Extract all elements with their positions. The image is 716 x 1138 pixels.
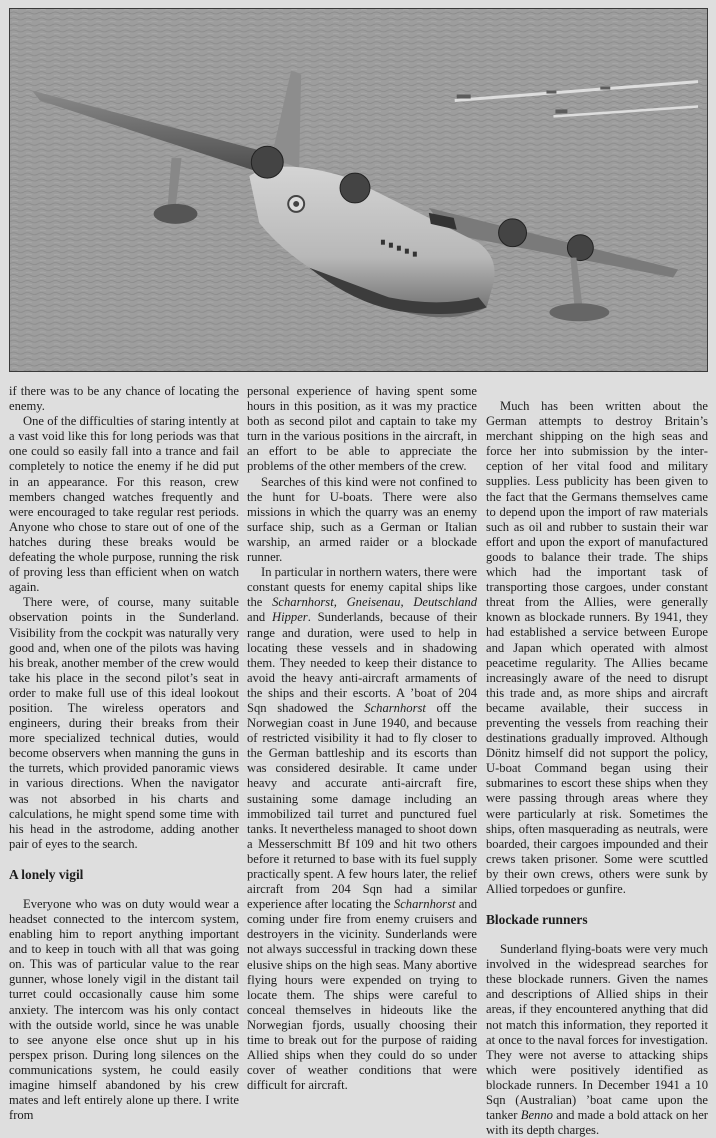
paragraph: personal experience of having spent some hours in this position, as it was my practice both as second pilot and captain to take my turn in the various positions in the aircraft, in an effort to be able to appreciate the problems of the other members of the crew. [247,384,477,474]
aircraft-photo [9,8,708,372]
ship-names: Scharnhorst, Gneisenau, Deutschland [272,595,477,610]
text-run: and made a bold attack on her with its depth charges. [486,1108,708,1138]
text-run: and coming under fire from enemy cruisers and destroyers in the vicinity. Sunderlands were not always successful in tracking down these elusive ships on the high seas. Many abortive flying hours were expended on trying to locate them. The ships were careful to conceal themselves in hideouts like the Norwegian fjords, usually choosing their time to break out for the purpose of raiding Allied ships when they could do so under cover of weather conditions that were difficult for aircraft. [247,897,477,1093]
paragraph: Everyone who was on duty would wear a headset connected to the intercom system, enabling him to report anything important and to keep in touch with all that was going on. This was of particular value to the rear gunner, whose lonely vigil in the distant tail turret could occasionally cause him some anxiety. The intercom was his only contact with the outside world, since he was unable to see anyone else once shut up in his perspex prison. During long silences on the communications system, he could easily imagine himself abandoned by his crew mates and left entirely alone up there. I write from [9,896,239,1123]
sunderland-flying-boat-illustration [10,9,707,371]
text-run: . Sunderlands, because of their range and duration, were used to help in locating these vessels and in shadowing them. They needed to keep their distance to avoid the heavy anti-aircraft armaments of the ships and their escorts. A ’boat of 204 Sqn shadowed the [247,610,477,715]
text-run: Sunderland flying-boats were very much involved in the widespread searches for these blockade runners. Given the names and descriptions of Allied ships in their areas, if they encountered anything that did not match this information, they reported it at once to the naval forces for investigation. They were not averse to attacking ships which were positively identified as blockade runners. In December 1941 a 10 Sqn (Australian) ’boat came upon the tanker [486,942,708,1123]
paragraph: There were, of course, many suitable observation points in the Sunderland. Visibility from the cockpit was naturally very good and, when one of the pilots was having his break, another member of the crew would take his place in the second pilot’s seat in order to make full use of this ideal lookout position. The wireless operators and engineers, during their breaks from their more specialized technical duties, would become observers when manning the guns in the turrets, which provided panoramic views in various directions. When the navigator was not absorbed in his charts and calculations, he might spend some time with his head in the astrodome, adding another pair of eyes to the search. [9,595,239,851]
article-column-1 [9,384,239,1123]
paragraph [247,565,477,1093]
text-run: In particular in northern waters, there were constant quests for enemy capital ships like the [247,565,477,610]
paragraph: Much has been written about the German attempts to destroy Britain’s merchant shipping on the high seas and force her into submission by the interception of her vital food and military supplies. Less publicity has been given to the fact that the Germans themselves came to depend upon the import of raw materials such as oil and rubber to sustain their war effort and upon the export of manufactured goods to balance their trade. The ships which had the important task of transporting those cargoes, under constant threat from the Allies, were generally known as blockade runners. By 1941, they had established a service between Europe and Japan which operated with almost peacetime regularity. The Allies became increasingly aware of the need to disrupt this trade and, as more ships and aircraft became available, their success in preventing the vessels from reaching their destinations gradually improved. Although Dönitz himself did not support the policy, U-boat Command began using their submarines to escort these ships when they were passing through areas where they were particularly at risk. Sometimes the ships, often masquerading as neutrals, were boarded, their cargoes impounded and their crews taken prisoner. Some were scuttled by their own crews, others were sunk by Allied torpedoes or gunfire. [486,399,708,896]
paragraph: if there was to be any chance of locating the enemy. [9,384,239,414]
text-run: and [247,610,273,625]
paragraph: One of the difficulties of staring intently at a vast void like this for long periods was that one could so easily fall into a trance and fail completely to notice the enemy if he did put in an appearance. For this reason, crew members changed watches frequently and were encouraged to take regular rest periods. Anyone who chose to stare out of one of the hatches during these breaks would be defeating the whole purpose, running the risk of proving less than efficient when on watch again. [9,414,239,595]
text-run: off the Norwegian coast in June 1940, and because of restricted visibility it had to fly closer to the German battleship and its escorts than was considered desirable. It came under heavy and accurate anti-aircraft fire, sustaining some damage including an immobilized tail turret and punctured fuel tanks. It nevertheless managed to shoot down a Messerschmitt Bf 109 and hit two others before it returned to base with its fuel supply practically spent. A few hours later, the relief aircraft from 204 Sqn had a similar experience after locating the [247,700,478,912]
article-column-3 [486,384,708,1138]
section-heading-lonely-vigil: A lonely vigil [9,866,84,882]
ship-name: Scharnhorst [393,897,456,912]
ship-name: Benno [520,1108,553,1123]
paragraph [486,942,708,1138]
ship-name: Scharnhorst [364,700,426,715]
paragraph: Searches of this kind were not confined to the hunt for U-boats. There were also missions in which the quarry was an enemy surface ship, such as a German or Italian warship, an armed raider or a blockade runner. [247,474,477,565]
article-column-2 [247,384,477,1093]
section-heading-blockade-runners: Blockade runners [486,912,588,928]
ship-name: Hipper [272,610,308,625]
